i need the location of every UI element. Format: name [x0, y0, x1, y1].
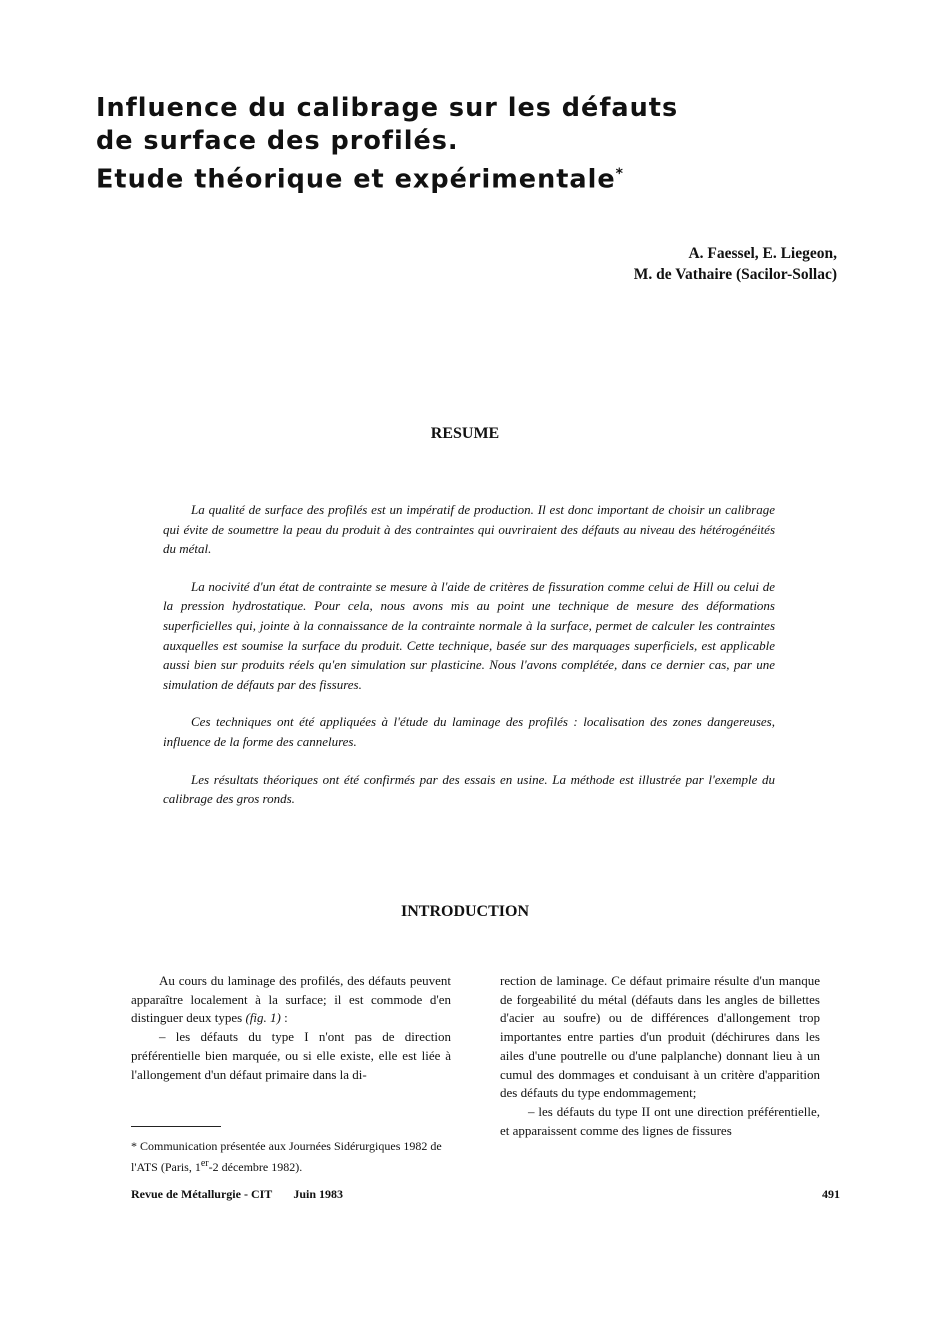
- abstract-paragraph: La nocivité d'un état de contrainte se mesure à l'aide de critères de fissuration comme celui de Hill ou celui de la pression hydrostatique. Pour cela, nous avons mis au point une technique de mesure des déformations superficielles qui, jointe à la connaissance de la contrainte normale à la surface, permet de calculer les contraintes auxquelles est soumise la surface du produit. Cette technique, basée sur des marquages superficiels, est applicable aussi bien sur produits réels qu'en simulation sur plasticine. Nous l'avons complétée, dans ce dernier cas, par une simulation de défauts par des fissures.: [163, 578, 775, 692]
- article-title: [96, 92, 736, 197]
- journal-name: Revue de Métallurgie - CIT: [131, 1187, 273, 1201]
- introduction-heading: INTRODUCTION: [400, 903, 529, 920]
- body-paragraph: – les défauts du type II ont une direction préférentielle, et apparaissent comme des lignes de fissures: [500, 1103, 820, 1138]
- title-line-3: [96, 158, 736, 197]
- figure-reference: (fig. 1): [245, 1010, 281, 1026]
- abstract-paragraph: La qualité de surface des profilés est un impératif de production. Il est donc important de choisir un calibrage qui évite de soumettre la peau du produit à des contraintes qui ouvriraient des défauts au niveau des hétérogénéités du métal.: [163, 502, 775, 557]
- title-line-1: Influence du calibrage sur les défauts: [96, 93, 679, 123]
- body-paragraph: – les défauts du type I n'ont pas de direction préférentielle bien marquée, ou si elle existe, elle est liée à l'allongement d'un défaut primaire dans la di-: [131, 1029, 451, 1082]
- body-paragraph: rection de laminage. Ce défaut primaire résulte d'un manque de forgeabilité du métal (défauts dans les angles de billettes d'acier au soufre) ou de différences d'allongement trop importantes entre parties d'un produit (déchirures dans les ailes d'une poutrelle ou d'une palplanche) donnant lieu à un cumul des dommages et conduisant à un critère d'apparition des défauts du type endommagement;: [500, 973, 820, 1101]
- page-number: 491: [822, 1187, 840, 1201]
- footnote: [131, 1138, 461, 1176]
- body-column-left: [131, 972, 451, 1084]
- title-line-2: de surface des profilés.: [96, 126, 459, 156]
- authors-line-1: A. Faessel, E. Liegeon,: [688, 245, 837, 262]
- body-column-right: [500, 972, 820, 1140]
- resume-heading: RESUME: [430, 425, 500, 442]
- authors-line-2: M. de Vathaire (Sacilor-Sollac): [633, 266, 837, 283]
- footnote-superscript: er: [200, 1158, 209, 1169]
- issue-date: Juin 1983: [293, 1187, 343, 1201]
- authors: [634, 243, 837, 285]
- footnote-text: * Communication présentée aux Journées Sidérurgiques 1982 de l'ATS (Paris, 1: [131, 1139, 442, 1174]
- body-paragraph: [131, 972, 451, 1028]
- abstract-paragraph: Ces techniques ont été appliquées à l'étude du laminage des profilés : localisation des zones dangereuses, influence de la forme des cannelures.: [163, 714, 775, 749]
- title-footnote-marker: *: [615, 166, 624, 182]
- page-footer: [131, 1187, 343, 1202]
- body-text: Au cours du laminage des profilés, des défauts peuvent apparaître localement à la surface; il est commode d'en distinguer deux types: [131, 973, 451, 1026]
- abstract: [163, 500, 775, 827]
- abstract-paragraph: Les résultats théoriques ont été confirmés par des essais en usine. La méthode est illustrée par l'exemple du calibrage des gros ronds.: [163, 771, 775, 807]
- body-text: :: [280, 1010, 288, 1026]
- title-line-3-text: Etude théorique et expérimentale: [96, 164, 616, 195]
- footnote-text-end: -2 décembre 1982).: [208, 1160, 303, 1174]
- footnote-divider: [131, 1126, 221, 1127]
